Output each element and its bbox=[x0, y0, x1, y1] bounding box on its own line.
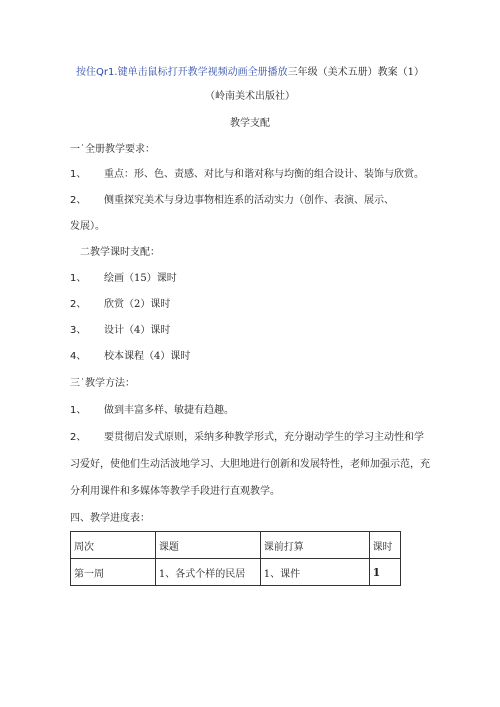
item-number: 3、 bbox=[70, 325, 87, 336]
section1-heading: 一˙全册教学要求： bbox=[70, 144, 155, 155]
doc-title: 教学支配 bbox=[230, 118, 270, 129]
item-number: 1、 bbox=[70, 169, 87, 180]
continuation-text: 分利用课件和多媒体等教学手段进行直观教学。 bbox=[70, 486, 280, 497]
list-item bbox=[70, 194, 394, 208]
list-item bbox=[70, 431, 424, 445]
list-item bbox=[70, 350, 190, 364]
table-header-cell: 课前打算 bbox=[260, 532, 369, 559]
item-text: 绘画（15）课时 bbox=[104, 273, 177, 284]
section3-heading: 三˙教学方法： bbox=[70, 378, 135, 389]
item-number: 4、 bbox=[70, 351, 87, 362]
header-title-line bbox=[0, 66, 500, 80]
item-text: 重点：形、色、责感、对比与和谐对称与均衡的组合设计、装饰与欣赏。 bbox=[104, 169, 424, 180]
item-number: 2、 bbox=[70, 432, 87, 443]
continuation-text: 发展）。 bbox=[70, 221, 105, 232]
video-link[interactable]: 按住Qr1.键单击鼠标打开教学视频动画全册播放 bbox=[76, 67, 288, 78]
section2-heading: 二教学课时支配： bbox=[80, 247, 160, 258]
progress-table bbox=[70, 531, 401, 586]
table-cell: 1、课件 bbox=[260, 559, 369, 586]
item-text: 欣赏（2）课时 bbox=[104, 299, 171, 310]
header-title: 三年级（美术五册）教案（1） bbox=[287, 67, 424, 78]
table-header-cell: 课题 bbox=[155, 532, 260, 559]
item-number: 2、 bbox=[70, 195, 87, 206]
item-number: 2、 bbox=[70, 299, 87, 310]
item-text: 做到丰富多样、敏捷有趋趣。 bbox=[104, 405, 234, 416]
table-row bbox=[71, 559, 401, 586]
item-number: 1、 bbox=[70, 273, 87, 284]
item-text: 要贯彻启发式原则，采纳多种教学形式，充分谢动学生的学习主动性和学 bbox=[104, 432, 424, 443]
continuation-text: 习爱好，使他们生动活波地学习、大胆地进行创新和发展特性，老师加强示范，充 bbox=[70, 459, 430, 470]
list-item bbox=[70, 168, 424, 182]
publisher: （岭南美术出版社） bbox=[205, 91, 295, 102]
table-header-cell: 周次 bbox=[71, 532, 156, 559]
item-text: 校本课程（4）课时 bbox=[104, 351, 191, 362]
table-header-cell: 课时 bbox=[369, 532, 400, 559]
item-text: 侧重探究美术与身边事物相连系的活动实力（创作、表演、展示、 bbox=[104, 195, 394, 206]
table-header-row bbox=[71, 532, 401, 559]
table-cell: 1、各式个样的民居 bbox=[155, 559, 260, 586]
list-item bbox=[70, 324, 170, 338]
list-item bbox=[70, 298, 170, 312]
section4-heading: 四、教学进度表： bbox=[70, 513, 150, 524]
table-cell: 1 bbox=[369, 559, 400, 586]
item-number: 1、 bbox=[70, 405, 87, 416]
list-item bbox=[70, 272, 177, 286]
list-item bbox=[70, 404, 234, 418]
item-text: 设计（4）课时 bbox=[104, 325, 171, 336]
table-cell: 第一周 bbox=[71, 559, 156, 586]
